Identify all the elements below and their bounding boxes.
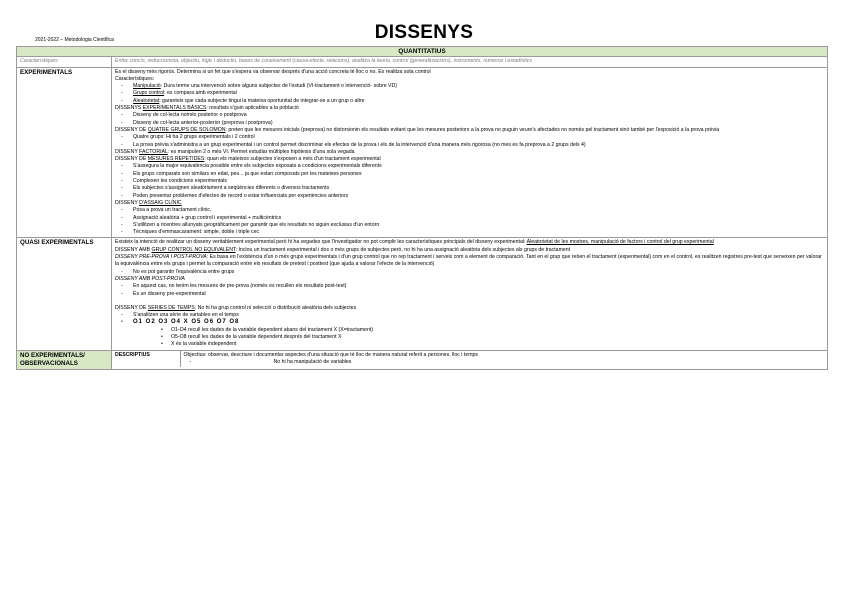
factorial-heading: DISSENY FACTORIAL: es manipulen 2 o més VI. Permet estudiar múltiples hipòtesis d'una sola vegada bbox=[115, 148, 355, 155]
exp-car-item: - Manipulació: Dura terme una intervenció sobre alguns subjectes de l'estudi (VI-tractament o intervenció- sobre VD) bbox=[115, 83, 824, 90]
prepost-item: - No es pot garantir l'equivalència entre grups bbox=[115, 269, 824, 276]
solomon-heading: DISSENY DE QUATRE GRUPS DE SOLOMON: preten que les mesures inicials (preprova) no distorsionin els resultats evitant que les mesures posteriors a la prova no puguin veure's afectades no només pel tractament sinó també per l'exposició a la prova prèvia bbox=[115, 126, 720, 133]
noexp-content bbox=[112, 350, 828, 369]
series-sub-item: • O1-O4 recull les dades de la variable dependent abans del tractament X (X=tractament) bbox=[115, 327, 824, 334]
clinic-item: - Tècniques d'emmascarament: simple, doble i triple cec bbox=[115, 229, 824, 236]
section-header: QUANTITATIUS bbox=[17, 47, 828, 57]
exp-car-item: - Aleatorietat: garanteix que cada subjecte tingui la mateixa oportunitat de integrar-se a un grup o altre bbox=[115, 98, 824, 105]
series-sub-item: • O5-O8 recull les dades de la variable dependent després del tractament X bbox=[115, 334, 824, 341]
clinic-item: - Posa a prova un tractament clínic. bbox=[115, 207, 824, 214]
series-item: - S'analitzen una sèrie de variables en el temps bbox=[115, 312, 824, 319]
nonequiv-heading: DISSENY AMB GRUP CONTROL NO EQUIVALENT: Inclou un tractament experimental i dos o més grups de subjectes però, no hi ha una assignació aleatòria dels subjectes als grups de tractament bbox=[115, 246, 571, 253]
repeated-item: - Els grups comparats son similars en edat, pes... ja que estan composats per les mateixes persones bbox=[115, 171, 824, 178]
descriptius-objective: Objectius: observar, descriure i documentar aspectes d'una situació que té lloc de manera natural referit a persones, lloc i temps bbox=[183, 351, 479, 358]
post-item: - En aquest cas, no tenim les mesures de pre-prova (només es recullen els resultats post-test) bbox=[115, 283, 824, 290]
characteristics-label: Característiques bbox=[17, 57, 112, 67]
post-heading: DISSENY AMB POST-PROVA bbox=[115, 275, 185, 282]
clinic-heading: DISSENY D'ASSAIG CLÍNIC bbox=[115, 199, 182, 206]
exp-car-title: Característiques: bbox=[115, 75, 155, 82]
noexp-inner bbox=[112, 351, 827, 368]
noexp-label: NO EXPERIMENTALS/ OBSERVACIONALS bbox=[17, 350, 112, 369]
clinic-item: - S'utilitzen a ricentres allunyats geogràficament per garantir que els resultats no siguin exclusius d'un entorn bbox=[115, 222, 824, 229]
quasi-intro: Existeix la intenció de realitzar un disseny veritablement experimental però hi ha vegades que l'investigador no pot complir les característiques principals del disseny experimental: Aleatorietat de les mostres, manipulació de factors i control del grup experimental bbox=[115, 239, 714, 246]
exp-car-item: - Grups control: es compara amb experimental bbox=[115, 90, 824, 97]
characteristics-text: Enfoc concís, reduccionista, objectiu, lògic i deductiu, bases de coneixement (causa-efecte, relacions), analitza la teoria, control (generalitzacions), instruments, números i estadístics bbox=[112, 57, 828, 67]
series-sub-item: • X és la variable independent bbox=[115, 341, 824, 348]
post-item: - És un disseny pre-experimental bbox=[115, 291, 824, 298]
exp-intro: És el disseny més rigorós. Determina si un fet que s'espera va observar després d'una acció concreta té lloc o no. Es realitza sota control bbox=[115, 68, 431, 75]
course-header: 2021-2022 – Metodologia Científica bbox=[35, 37, 114, 43]
basics-item: - Disseny de col·lecta només posterior o postprova bbox=[115, 112, 824, 119]
basics-heading: DISSENYS EXPERIMENTALS BÀSICS: resultats s'guin aplicables a la població bbox=[115, 105, 299, 112]
descriptius-label: DESCRIPTIUS bbox=[112, 351, 180, 368]
descriptius-content bbox=[180, 351, 827, 368]
page-title: DISSENYS bbox=[374, 22, 474, 43]
designs-table bbox=[16, 46, 828, 370]
series-sequence: - O1 O2 O3 O4 X O5 O6 O7 O8 bbox=[115, 319, 824, 326]
quasi-label: QUASI EXPERIMENTALS bbox=[17, 238, 112, 350]
basics-item: - Disseny de col·lecta anterior-posterior (preprova i postprova) bbox=[115, 120, 824, 127]
repeated-heading: DISSENY DE MESURES REPETIDES: quan els mateixos subjectes s'exposen a més d'un tractament experimental bbox=[115, 156, 381, 163]
repeated-item: - Els subjectes s'assignen aleatòriament a seqüències diferents o diversos tractaments bbox=[115, 185, 824, 192]
solomon-item: - Quatre grups: Hi ha 2 grups experimentals i 2 control bbox=[115, 134, 824, 141]
descriptius-item: - No hi ha manipulació de variables bbox=[184, 359, 825, 366]
repeated-item: - S'assegura la major equivalència possible entre els subjectes exposats a condicions experimentals diferents bbox=[115, 163, 824, 170]
repeated-item: - Poden presentar problemes d'efectes de record o estar influenciats per experiències anteriors bbox=[115, 193, 824, 200]
quasi-content bbox=[112, 238, 828, 350]
solomon-item: - La prova prèvia s'administra a un grup experimental i un control permet discriminar els efectes de la prova i els de la intervenció d'una manera més rigorosa (no mes es fa preprova a 2 grups dels 4) bbox=[115, 142, 824, 149]
experimentals-content bbox=[112, 67, 828, 238]
experimentals-label: EXPERIMENTALS bbox=[17, 67, 112, 238]
repeated-item: - Complexen les condicions experimentals bbox=[115, 178, 824, 185]
clinic-item: - Assignació aleatòria + grup control i experimental + multicèntrics bbox=[115, 215, 824, 222]
series-heading: DISSENY DE SERIES DE TEMPS: No hi ha grup control ni selecció o distribució aleatòria dels subjectes bbox=[115, 304, 357, 311]
prepost-heading: DISSENY PRE-PROVA I POST-PROVA: Es basa en l'existència d'un o més grups experimentals i d'un grup control que no rep tractament i serveix com a element de comparació. Tant en el grup que reben el tractament (experimental) com en el control, es realitzen registres pre-test que serveixen per valorar la equivalència entre els grups i permet la comparació entre els resultats de pretest i posttest (que ajuda a valorar l'efecte de la intervenció) bbox=[115, 254, 822, 268]
